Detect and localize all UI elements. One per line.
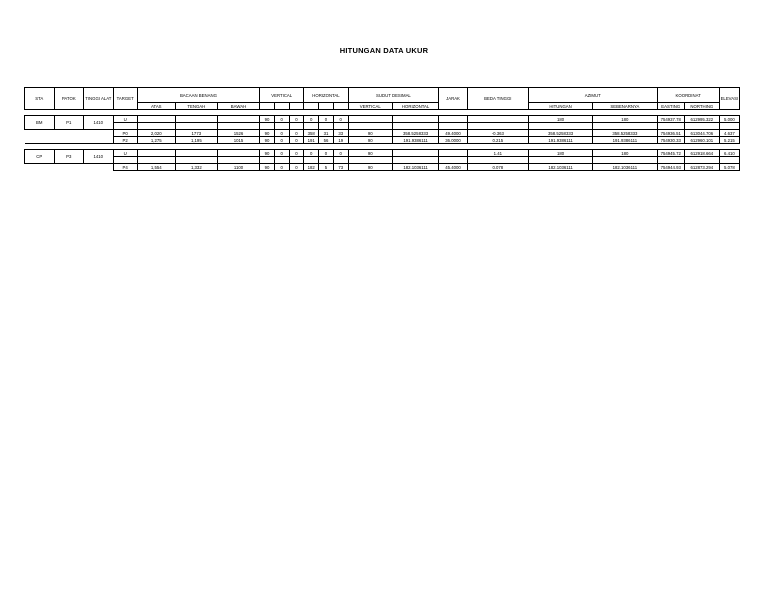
bawah-cell: 1015 xyxy=(217,137,259,144)
vertical-dms-cell: 90 xyxy=(260,116,275,123)
vertical-dms-cell: 0 xyxy=(289,164,304,171)
horizontal-dms-cell: 0 xyxy=(304,116,319,123)
blank-cell xyxy=(719,123,739,130)
measurement-row xyxy=(25,164,740,171)
target-cell: U xyxy=(113,116,137,123)
header-sta: STA xyxy=(25,88,55,110)
blank-cell xyxy=(684,123,719,130)
azimut-sebenarnya-cell: 358.5258333 xyxy=(593,130,657,137)
northing-cell: 612995.322 xyxy=(684,116,719,123)
northing-cell: 613044.706 xyxy=(684,130,719,137)
blank-cell xyxy=(217,123,259,130)
blank-cell xyxy=(348,123,392,130)
sd-horizontal-cell: 182.1036111 xyxy=(392,164,438,171)
blank-cell xyxy=(439,123,467,130)
header-koordinat: KOORDINAT xyxy=(657,88,719,103)
header-horizontal-deg xyxy=(304,103,319,110)
header-northing: NORTHING xyxy=(684,103,719,110)
blank-cell xyxy=(289,123,304,130)
sta-cell: CP xyxy=(25,150,55,164)
blank-cell xyxy=(392,123,438,130)
blank-cell xyxy=(467,123,528,130)
horizontal-dms-cell: 358 xyxy=(304,130,319,137)
beda-tinggi-cell: 0.215 xyxy=(467,137,528,144)
blank-cell xyxy=(137,123,175,130)
blank-cell xyxy=(392,157,438,164)
vertical-dms-cell: 0 xyxy=(274,137,289,144)
header-target: TARGET xyxy=(113,88,137,110)
sta-cell: BM xyxy=(25,116,55,130)
header-sebenarnya: SEBENARNYA xyxy=(593,103,657,110)
header-hitungan: HITUNGAN xyxy=(528,103,592,110)
empty-cell xyxy=(25,164,114,171)
target-cell: U xyxy=(113,150,137,157)
horizontal-dms-cell: 0 xyxy=(319,116,334,123)
header-bawah: BAWAH xyxy=(217,103,259,110)
blank-cell xyxy=(657,157,684,164)
azimut-hitungan-cell: 358.5258333 xyxy=(528,130,592,137)
jarak-cell: 49.4000 xyxy=(439,130,467,137)
easting-cell: 754944.93 xyxy=(657,164,684,171)
blank-cell xyxy=(260,123,275,130)
header-bacaan-benang: BACAAN BENANG xyxy=(137,88,259,103)
horizontal-dms-cell: 0 xyxy=(333,150,348,157)
tengah-cell xyxy=(175,116,217,123)
header-jarak: JARAK xyxy=(439,88,467,110)
horizontal-dms-cell: 5 xyxy=(319,164,334,171)
easting-cell: 754945.72 xyxy=(657,150,684,157)
elevasi-cell: 5.000 xyxy=(719,116,739,123)
horizontal-dms-cell: 182 xyxy=(304,164,319,171)
blank-cell xyxy=(319,123,334,130)
vertical-dms-cell: 0 xyxy=(274,164,289,171)
blank-row xyxy=(25,157,740,164)
header-easting: EASTING xyxy=(657,103,684,110)
patok-cell: P3 xyxy=(54,150,84,164)
azimut-sebenarnya-cell: 182.1036111 xyxy=(593,164,657,171)
blank-cell xyxy=(719,157,739,164)
bawah-cell: 1100 xyxy=(217,164,259,171)
blank-cell xyxy=(113,123,137,130)
vertical-dms-cell: 90 xyxy=(260,130,275,137)
horizontal-dms-cell: 73 xyxy=(333,164,348,171)
bawah-cell xyxy=(217,150,259,157)
header-patok: PATOK xyxy=(54,88,84,110)
patok-cell: P1 xyxy=(54,116,84,130)
blank-cell xyxy=(593,157,657,164)
header-sd-horizontal: HORIZONTAL xyxy=(392,103,438,110)
horizontal-dms-cell: 191 xyxy=(304,137,319,144)
station-row xyxy=(25,150,740,157)
header-beda-tinggi: BEDA TINGGI xyxy=(467,88,528,110)
tinggi-alat-cell: 1410 xyxy=(84,150,114,164)
blank-cell xyxy=(304,123,319,130)
bawah-cell: 1526 xyxy=(217,130,259,137)
azimut-hitungan-cell: 182.1036111 xyxy=(528,164,592,171)
northing-cell: 612873.294 xyxy=(684,164,719,171)
vertical-dms-cell: 90 xyxy=(260,164,275,171)
easting-cell: 754936.51 xyxy=(657,130,684,137)
atas-cell: 1,275 xyxy=(137,137,175,144)
azimut-hitungan-cell: 191.9386111 xyxy=(528,137,592,144)
elevasi-cell: 5.078 xyxy=(719,164,739,171)
beda-tinggi-cell: 1.41 xyxy=(467,150,528,157)
vertical-dms-cell: 0 xyxy=(289,130,304,137)
vertical-dms-cell: 90 xyxy=(260,137,275,144)
sd-vertical-cell: 90 xyxy=(348,137,392,144)
azimut-sebenarnya-cell: 180 xyxy=(593,116,657,123)
horizontal-dms-cell: 0 xyxy=(319,150,334,157)
northing-cell: 612960.101 xyxy=(684,137,719,144)
blank-cell xyxy=(528,157,592,164)
header-sudut-desimal: SUDUT DESIMAL xyxy=(348,88,439,103)
jarak-cell: 45.4000 xyxy=(439,164,467,171)
measurement-row xyxy=(25,137,740,144)
target-cell: P4 xyxy=(113,164,137,171)
elevasi-cell: 6.410 xyxy=(719,150,739,157)
blank-cell xyxy=(217,157,259,164)
elevasi-cell: 5.215 xyxy=(719,137,739,144)
vertical-dms-cell: 0 xyxy=(289,137,304,144)
atas-cell xyxy=(137,116,175,123)
tengah-cell: 1,332 xyxy=(175,164,217,171)
bawah-cell xyxy=(217,116,259,123)
header-vertical-deg xyxy=(260,103,275,110)
blank-cell xyxy=(593,123,657,130)
blank-cell xyxy=(304,157,319,164)
blank-cell xyxy=(467,157,528,164)
jarak-cell: 36.0000 xyxy=(439,137,467,144)
tengah-cell: 1,195 xyxy=(175,137,217,144)
sd-horizontal-cell xyxy=(392,116,438,123)
blank-cell xyxy=(274,123,289,130)
atas-cell xyxy=(137,150,175,157)
azimut-hitungan-cell: 180 xyxy=(528,116,592,123)
blank-cell xyxy=(439,157,467,164)
horizontal-dms-cell: 0 xyxy=(304,150,319,157)
vertical-dms-cell: 90 xyxy=(260,150,275,157)
jarak-cell xyxy=(439,116,467,123)
atas-cell: 2,020 xyxy=(137,130,175,137)
empty-cell xyxy=(25,130,114,144)
header-tengah: TENGAH xyxy=(175,103,217,110)
blank-cell xyxy=(260,157,275,164)
beda-tinggi-cell: -0.363 xyxy=(467,130,528,137)
horizontal-dms-cell: 31 xyxy=(319,130,334,137)
sd-vertical-cell: 90 xyxy=(348,130,392,137)
blank-cell xyxy=(333,123,348,130)
horizontal-dms-cell: 56 xyxy=(319,137,334,144)
vertical-dms-cell: 0 xyxy=(289,150,304,157)
vertical-dms-cell: 0 xyxy=(289,116,304,123)
header-horizontal: HORIZONTAL xyxy=(304,88,348,103)
easting-cell: 754930.33 xyxy=(657,137,684,144)
header-vertical-sec xyxy=(289,103,304,110)
vertical-dms-cell: 0 xyxy=(274,150,289,157)
header-azimut: AZIMUT xyxy=(528,88,657,103)
header-vertical: VERTICAL xyxy=(260,88,304,103)
header-tinggi-alat: TINGGI ALAT xyxy=(84,88,114,110)
header-atas: ATAS xyxy=(137,103,175,110)
blank-cell xyxy=(289,157,304,164)
elevasi-cell: 4.637 xyxy=(719,130,739,137)
blank-cell xyxy=(137,157,175,164)
target-cell: P0 xyxy=(113,130,137,137)
azimut-hitungan-cell: 180 xyxy=(528,150,592,157)
blank-cell xyxy=(348,157,392,164)
tengah-cell: 1773 xyxy=(175,130,217,137)
horizontal-dms-cell: 33 xyxy=(333,130,348,137)
tengah-cell xyxy=(175,150,217,157)
sd-vertical-cell: 90 xyxy=(348,164,392,171)
vertical-dms-cell: 0 xyxy=(274,116,289,123)
sd-horizontal-cell: 358.5258333 xyxy=(392,130,438,137)
sd-vertical-cell xyxy=(348,116,392,123)
blank-cell xyxy=(684,157,719,164)
atas-cell: 1,554 xyxy=(137,164,175,171)
blank-cell xyxy=(528,123,592,130)
blank-row xyxy=(25,123,740,130)
sd-horizontal-cell xyxy=(392,150,438,157)
blank-cell xyxy=(113,157,137,164)
sd-vertical-cell: 90 xyxy=(348,150,392,157)
blank-cell xyxy=(657,123,684,130)
beda-tinggi-cell: 0.078 xyxy=(467,164,528,171)
blank-cell xyxy=(274,157,289,164)
easting-cell: 754937.78 xyxy=(657,116,684,123)
blank-cell xyxy=(175,157,217,164)
sd-horizontal-cell: 191.9386111 xyxy=(392,137,438,144)
azimut-sebenarnya-cell: 191.9386111 xyxy=(593,137,657,144)
survey-data-table xyxy=(24,87,740,171)
header-horizontal-sec xyxy=(333,103,348,110)
tinggi-alat-cell: 1410 xyxy=(84,116,114,130)
header-row-1 xyxy=(25,88,740,103)
header-vertical-min xyxy=(274,103,289,110)
azimut-sebenarnya-cell: 180 xyxy=(593,150,657,157)
vertical-dms-cell: 0 xyxy=(274,130,289,137)
header-elevasi: ELEVASI xyxy=(719,88,739,110)
header-sd-vertical: VERTICAL xyxy=(348,103,392,110)
northing-cell: 612918.664 xyxy=(684,150,719,157)
horizontal-dms-cell: 19 xyxy=(333,137,348,144)
horizontal-dms-cell: 0 xyxy=(333,116,348,123)
jarak-cell xyxy=(439,150,467,157)
blank-cell xyxy=(319,157,334,164)
station-row xyxy=(25,116,740,123)
measurement-row xyxy=(25,130,740,137)
beda-tinggi-cell xyxy=(467,116,528,123)
blank-cell xyxy=(333,157,348,164)
page-title: HITUNGAN DATA UKUR xyxy=(339,46,429,55)
target-cell: P2 xyxy=(113,137,137,144)
header-horizontal-min xyxy=(319,103,334,110)
blank-cell xyxy=(175,123,217,130)
